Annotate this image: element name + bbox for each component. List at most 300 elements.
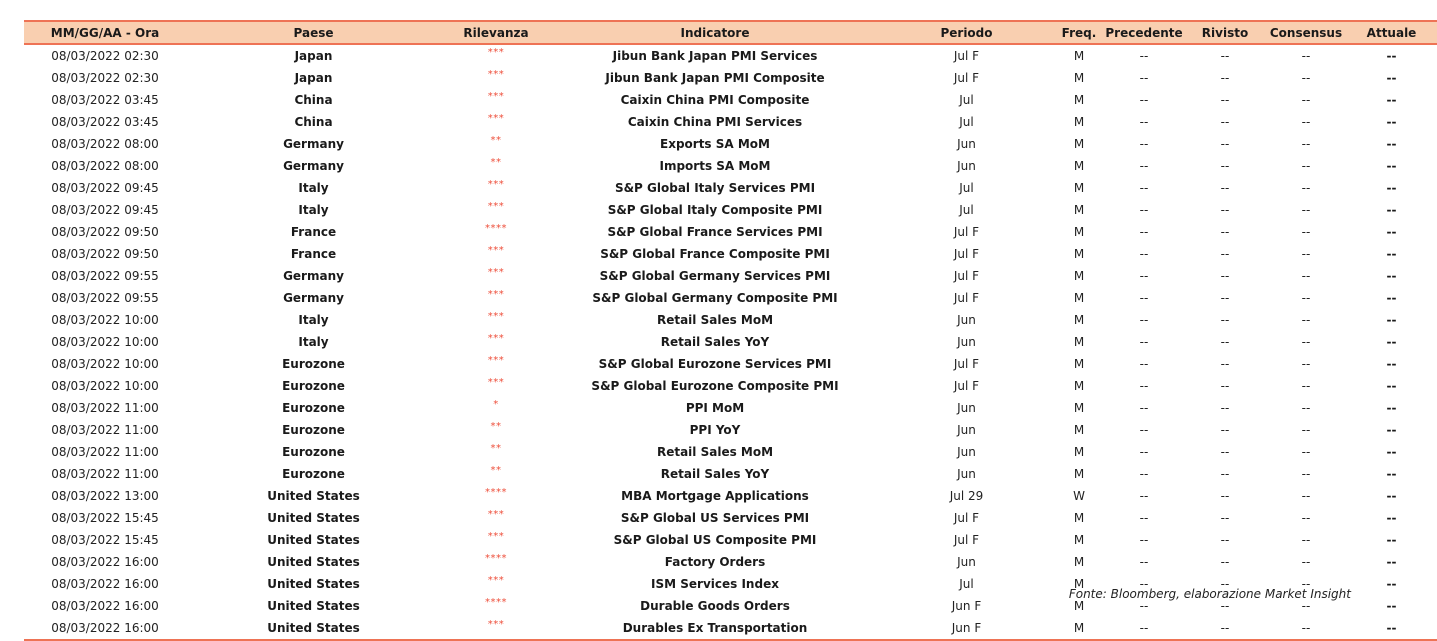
table-row [24, 67, 1437, 89]
cell-country: Italy [298, 313, 329, 327]
cell-revised: -- [1220, 93, 1230, 107]
cell-country: United States [267, 555, 360, 569]
cell-country: France [290, 247, 337, 261]
column-header-indicator: Indicatore [680, 25, 750, 40]
cell-date-time: 08/03/2022 11:00 [51, 401, 159, 415]
cell-country: Germany [283, 159, 344, 173]
cell-actual: -- [1386, 599, 1397, 613]
cell-date-time: 08/03/2022 08:00 [51, 159, 159, 173]
table-row [24, 155, 1437, 177]
table-row [24, 199, 1437, 221]
cell-consensus: -- [1301, 335, 1311, 349]
cell-country: Japan [294, 49, 333, 63]
cell-consensus: -- [1301, 247, 1311, 261]
cell-relevance: *** [487, 91, 505, 102]
cell-date-time: 08/03/2022 09:45 [51, 203, 159, 217]
cell-country: Germany [283, 291, 344, 305]
cell-period: Jul 29 [949, 489, 984, 503]
cell-date-time: 08/03/2022 16:00 [51, 621, 159, 635]
cell-actual: -- [1386, 181, 1397, 195]
cell-consensus: -- [1301, 357, 1311, 371]
cell-relevance: *** [487, 619, 505, 630]
cell-frequency: M [1073, 137, 1085, 151]
cell-previous: -- [1139, 181, 1149, 195]
cell-relevance: ** [490, 465, 502, 476]
cell-period: Jul F [953, 269, 980, 283]
table-row [24, 265, 1437, 287]
cell-relevance: *** [487, 289, 505, 300]
cell-date-time: 08/03/2022 10:00 [51, 335, 159, 349]
table-row [24, 111, 1437, 133]
cell-consensus: -- [1301, 269, 1311, 283]
table-row [24, 375, 1437, 397]
column-header-frequency: Freq. [1061, 25, 1097, 40]
cell-date-time: 08/03/2022 09:50 [51, 225, 159, 239]
cell-revised: -- [1220, 115, 1230, 129]
cell-previous: -- [1139, 621, 1149, 635]
cell-period: Jul F [953, 379, 980, 393]
cell-relevance: **** [485, 553, 507, 564]
cell-relevance: *** [487, 201, 505, 212]
column-header-date-time: MM/GG/AA - Ora [50, 25, 160, 40]
cell-revised: -- [1220, 225, 1230, 239]
cell-date-time: 08/03/2022 02:30 [51, 49, 159, 63]
cell-country: Germany [283, 269, 344, 283]
table-row [24, 617, 1437, 640]
cell-frequency: M [1073, 423, 1085, 437]
cell-date-time: 08/03/2022 10:00 [51, 379, 159, 393]
cell-previous: -- [1139, 247, 1149, 261]
cell-period: Jul F [953, 291, 980, 305]
cell-revised: -- [1220, 555, 1230, 569]
cell-date-time: 08/03/2022 16:00 [51, 555, 159, 569]
cell-frequency: W [1073, 489, 1085, 503]
cell-frequency: M [1073, 291, 1085, 305]
cell-consensus: -- [1301, 401, 1311, 415]
cell-relevance: ** [490, 135, 502, 146]
cell-period: Jun [957, 555, 976, 569]
cell-frequency: M [1073, 467, 1085, 481]
cell-period: Jun [957, 159, 976, 173]
cell-consensus: -- [1301, 555, 1311, 569]
table-row [24, 419, 1437, 441]
cell-revised: -- [1220, 489, 1230, 503]
cell-period: Jun [957, 445, 976, 459]
cell-country: United States [267, 621, 360, 635]
cell-date-time: 08/03/2022 15:45 [51, 511, 159, 525]
cell-country: Germany [283, 137, 344, 151]
table-row [24, 463, 1437, 485]
cell-frequency: M [1073, 159, 1085, 173]
cell-country: United States [267, 511, 360, 525]
cell-country: Eurozone [282, 401, 345, 415]
table-row [24, 44, 1437, 67]
table-row [24, 221, 1437, 243]
cell-actual: -- [1386, 357, 1397, 371]
cell-country: Japan [294, 71, 333, 85]
cell-period: Jun [957, 137, 976, 151]
cell-date-time: 08/03/2022 10:00 [51, 313, 159, 327]
cell-previous: -- [1139, 423, 1149, 437]
cell-actual: -- [1386, 247, 1397, 261]
table-row [24, 507, 1437, 529]
cell-actual: -- [1386, 49, 1397, 63]
table-row [24, 133, 1437, 155]
cell-previous: -- [1139, 225, 1149, 239]
cell-country: China [294, 93, 333, 107]
cell-previous: -- [1139, 379, 1149, 393]
cell-country: Italy [298, 203, 329, 217]
cell-actual: -- [1386, 203, 1397, 217]
cell-relevance: *** [487, 377, 505, 388]
table-header [24, 21, 1437, 44]
cell-country: Eurozone [282, 467, 345, 481]
cell-date-time: 08/03/2022 16:00 [51, 599, 159, 613]
cell-indicator: S&P Global France Composite PMI [600, 247, 830, 261]
cell-indicator: Retail Sales MoM [656, 313, 774, 327]
cell-revised: -- [1220, 247, 1230, 261]
cell-period: Jul F [953, 511, 980, 525]
cell-consensus: -- [1301, 203, 1311, 217]
cell-consensus: -- [1301, 93, 1311, 107]
cell-previous: -- [1139, 335, 1149, 349]
economic-calendar [24, 20, 1417, 641]
cell-indicator: Jibun Bank Japan PMI Composite [605, 71, 825, 85]
cell-relevance: *** [487, 47, 505, 58]
cell-revised: -- [1220, 71, 1230, 85]
cell-actual: -- [1386, 445, 1397, 459]
cell-country: Italy [298, 335, 329, 349]
cell-previous: -- [1139, 533, 1149, 547]
cell-frequency: M [1073, 335, 1085, 349]
cell-period: Jul [959, 181, 974, 195]
cell-indicator: Jibun Bank Japan PMI Services [612, 49, 818, 63]
cell-frequency: M [1073, 49, 1085, 63]
cell-period: Jul [959, 577, 974, 591]
cell-indicator: S&P Global France Services PMI [607, 225, 823, 239]
cell-revised: -- [1220, 445, 1230, 459]
cell-revised: -- [1220, 467, 1230, 481]
column-header-consensus: Consensus [1269, 25, 1343, 40]
cell-revised: -- [1220, 577, 1230, 591]
cell-relevance: ** [490, 443, 502, 454]
cell-frequency: M [1073, 203, 1085, 217]
cell-period: Jun [957, 313, 976, 327]
cell-revised: -- [1220, 335, 1230, 349]
cell-actual: -- [1386, 489, 1397, 503]
cell-actual: -- [1386, 379, 1397, 393]
cell-indicator: ISM Services Index [651, 577, 779, 591]
cell-date-time: 08/03/2022 09:55 [51, 269, 159, 283]
cell-date-time: 08/03/2022 03:45 [51, 115, 159, 129]
cell-relevance: *** [487, 245, 505, 256]
cell-previous: -- [1139, 555, 1149, 569]
cell-date-time: 08/03/2022 03:45 [51, 93, 159, 107]
cell-frequency: M [1073, 115, 1085, 129]
cell-period: Jul F [953, 225, 980, 239]
cell-indicator: Caixin China PMI Services [627, 115, 803, 129]
cell-indicator: Retail Sales YoY [660, 467, 770, 481]
cell-date-time: 08/03/2022 02:30 [51, 71, 159, 85]
cell-period: Jul F [953, 247, 980, 261]
cell-revised: -- [1220, 621, 1230, 635]
cell-relevance: *** [487, 179, 505, 190]
cell-consensus: -- [1301, 49, 1311, 63]
cell-revised: -- [1220, 181, 1230, 195]
column-header-previous: Precedente [1105, 25, 1183, 40]
cell-revised: -- [1220, 533, 1230, 547]
cell-indicator: S&P Global US Composite PMI [613, 533, 817, 547]
cell-indicator: Durable Goods Orders [640, 599, 790, 613]
cell-frequency: M [1073, 247, 1085, 261]
cell-revised: -- [1220, 49, 1230, 63]
cell-relevance: *** [487, 575, 505, 586]
cell-frequency: M [1073, 555, 1085, 569]
cell-actual: -- [1386, 533, 1397, 547]
cell-actual: -- [1386, 225, 1397, 239]
cell-date-time: 08/03/2022 11:00 [51, 423, 159, 437]
cell-consensus: -- [1301, 445, 1311, 459]
cell-indicator: S&P Global Italy Composite PMI [607, 203, 823, 217]
cell-date-time: 08/03/2022 11:00 [51, 445, 159, 459]
cell-consensus: -- [1301, 313, 1311, 327]
cell-previous: -- [1139, 577, 1149, 591]
cell-actual: -- [1386, 93, 1397, 107]
cell-frequency: M [1073, 225, 1085, 239]
cell-previous: -- [1139, 313, 1149, 327]
cell-period: Jul [959, 115, 974, 129]
cell-consensus: -- [1301, 379, 1311, 393]
cell-indicator: S&P Global Italy Services PMI [614, 181, 816, 195]
cell-previous: -- [1139, 71, 1149, 85]
cell-country: Eurozone [282, 445, 345, 459]
cell-actual: -- [1386, 269, 1397, 283]
cell-actual: -- [1386, 291, 1397, 305]
cell-previous: -- [1139, 445, 1149, 459]
cell-previous: -- [1139, 115, 1149, 129]
cell-previous: -- [1139, 511, 1149, 525]
cell-relevance: *** [487, 311, 505, 322]
cell-date-time: 08/03/2022 15:45 [51, 533, 159, 547]
cell-country: France [290, 225, 337, 239]
table-row [24, 397, 1437, 419]
cell-revised: -- [1220, 357, 1230, 371]
source-note: Fonte: Bloomberg, elaborazione Market Insight [1068, 587, 1351, 601]
cell-actual: -- [1386, 555, 1397, 569]
cell-revised: -- [1220, 379, 1230, 393]
cell-country: United States [267, 489, 360, 503]
cell-frequency: M [1073, 621, 1085, 635]
cell-relevance: **** [485, 597, 507, 608]
cell-indicator: S&P Global Germany Services PMI [599, 269, 831, 283]
cell-previous: -- [1139, 159, 1149, 173]
cell-actual: -- [1386, 467, 1397, 481]
cell-date-time: 08/03/2022 10:00 [51, 357, 159, 371]
cell-consensus: -- [1301, 533, 1311, 547]
cell-period: Jun F [951, 599, 982, 613]
cell-indicator: PPI MoM [685, 401, 745, 415]
cell-revised: -- [1220, 269, 1230, 283]
cell-period: Jun [957, 335, 976, 349]
column-header-revised: Rivisto [1201, 25, 1249, 40]
cell-indicator: S&P Global Eurozone Composite PMI [591, 379, 839, 393]
column-header-country: Paese [293, 25, 334, 40]
column-header-actual: Attuale [1366, 25, 1417, 40]
cell-frequency: M [1073, 599, 1085, 613]
cell-indicator: Exports SA MoM [660, 137, 770, 151]
cell-previous: -- [1139, 49, 1149, 63]
table-row [24, 243, 1437, 265]
cell-relevance: **** [485, 223, 507, 234]
cell-actual: -- [1386, 621, 1397, 635]
cell-indicator: Imports SA MoM [659, 159, 771, 173]
cell-relevance: *** [487, 333, 505, 344]
cell-previous: -- [1139, 269, 1149, 283]
table-row [24, 309, 1437, 331]
cell-consensus: -- [1301, 577, 1311, 591]
cell-country: Eurozone [282, 423, 345, 437]
cell-period: Jul F [953, 49, 980, 63]
cell-frequency: M [1073, 577, 1085, 591]
cell-frequency: M [1073, 71, 1085, 85]
cell-consensus: -- [1301, 225, 1311, 239]
cell-actual: -- [1386, 335, 1397, 349]
calendar-table [24, 20, 1437, 641]
cell-date-time: 08/03/2022 13:00 [51, 489, 159, 503]
cell-previous: -- [1139, 93, 1149, 107]
cell-date-time: 08/03/2022 09:55 [51, 291, 159, 305]
cell-frequency: M [1073, 511, 1085, 525]
cell-indicator: Retail Sales YoY [660, 335, 770, 349]
cell-period: Jul F [953, 71, 980, 85]
cell-revised: -- [1220, 291, 1230, 305]
cell-consensus: -- [1301, 511, 1311, 525]
cell-period: Jun [957, 423, 976, 437]
cell-country: United States [267, 599, 360, 613]
cell-previous: -- [1139, 357, 1149, 371]
cell-revised: -- [1220, 313, 1230, 327]
table-body [24, 44, 1437, 640]
cell-actual: -- [1386, 577, 1397, 591]
column-header-period: Periodo [940, 25, 993, 40]
cell-previous: -- [1139, 401, 1149, 415]
column-header-relevance: Rilevanza [463, 25, 529, 40]
cell-period: Jul [959, 93, 974, 107]
cell-indicator: Factory Orders [664, 555, 766, 569]
table-row [24, 441, 1437, 463]
cell-revised: -- [1220, 401, 1230, 415]
cell-frequency: M [1073, 445, 1085, 459]
cell-actual: -- [1386, 511, 1397, 525]
cell-relevance: ** [490, 157, 502, 168]
cell-relevance: *** [487, 267, 505, 278]
table-row [24, 287, 1437, 309]
cell-indicator: PPI YoY [689, 423, 741, 437]
cell-indicator: S&P Global Eurozone Services PMI [598, 357, 832, 371]
cell-period: Jul F [953, 533, 980, 547]
cell-relevance: *** [487, 509, 505, 520]
table-row [24, 331, 1437, 353]
cell-previous: -- [1139, 599, 1149, 613]
table-row [24, 353, 1437, 375]
cell-relevance: ** [490, 421, 502, 432]
cell-revised: -- [1220, 511, 1230, 525]
cell-revised: -- [1220, 203, 1230, 217]
cell-date-time: 08/03/2022 08:00 [51, 137, 159, 151]
cell-consensus: -- [1301, 489, 1311, 503]
cell-actual: -- [1386, 159, 1397, 173]
cell-frequency: M [1073, 379, 1085, 393]
table-row [24, 529, 1437, 551]
cell-revised: -- [1220, 599, 1230, 613]
cell-actual: -- [1386, 423, 1397, 437]
cell-relevance: *** [487, 69, 505, 80]
cell-consensus: -- [1301, 467, 1311, 481]
cell-consensus: -- [1301, 115, 1311, 129]
cell-actual: -- [1386, 401, 1397, 415]
cell-country: Italy [298, 181, 329, 195]
cell-consensus: -- [1301, 71, 1311, 85]
cell-date-time: 08/03/2022 16:00 [51, 577, 159, 591]
cell-consensus: -- [1301, 159, 1311, 173]
cell-previous: -- [1139, 489, 1149, 503]
cell-actual: -- [1386, 313, 1397, 327]
cell-indicator: Retail Sales MoM [656, 445, 774, 459]
cell-indicator: Durables Ex Transportation [622, 621, 808, 635]
cell-relevance: *** [487, 531, 505, 542]
cell-indicator: Caixin China PMI Composite [620, 93, 810, 107]
cell-actual: -- [1386, 137, 1397, 151]
cell-previous: -- [1139, 137, 1149, 151]
table-row [24, 485, 1437, 507]
cell-relevance: * [493, 399, 499, 410]
cell-frequency: M [1073, 533, 1085, 547]
table-row [24, 89, 1437, 111]
cell-frequency: M [1073, 269, 1085, 283]
cell-country: United States [267, 533, 360, 547]
cell-consensus: -- [1301, 291, 1311, 305]
cell-revised: -- [1220, 137, 1230, 151]
cell-frequency: M [1073, 181, 1085, 195]
cell-revised: -- [1220, 159, 1230, 173]
cell-period: Jun F [951, 621, 982, 635]
cell-consensus: -- [1301, 599, 1311, 613]
cell-actual: -- [1386, 115, 1397, 129]
cell-period: Jun [957, 467, 976, 481]
cell-date-time: 08/03/2022 09:45 [51, 181, 159, 195]
cell-relevance: **** [485, 487, 507, 498]
cell-country: Eurozone [282, 379, 345, 393]
cell-period: Jun [957, 401, 976, 415]
cell-consensus: -- [1301, 423, 1311, 437]
cell-date-time: 08/03/2022 11:00 [51, 467, 159, 481]
cell-country: United States [267, 577, 360, 591]
cell-consensus: -- [1301, 137, 1311, 151]
cell-indicator: S&P Global US Services PMI [620, 511, 810, 525]
cell-indicator: S&P Global Germany Composite PMI [592, 291, 838, 305]
cell-date-time: 08/03/2022 09:50 [51, 247, 159, 261]
header-row [24, 21, 1437, 44]
cell-relevance: *** [487, 355, 505, 366]
cell-frequency: M [1073, 313, 1085, 327]
cell-previous: -- [1139, 203, 1149, 217]
cell-previous: -- [1139, 467, 1149, 481]
cell-consensus: -- [1301, 181, 1311, 195]
cell-country: China [294, 115, 333, 129]
table-row [24, 551, 1437, 573]
cell-revised: -- [1220, 423, 1230, 437]
cell-frequency: M [1073, 357, 1085, 371]
